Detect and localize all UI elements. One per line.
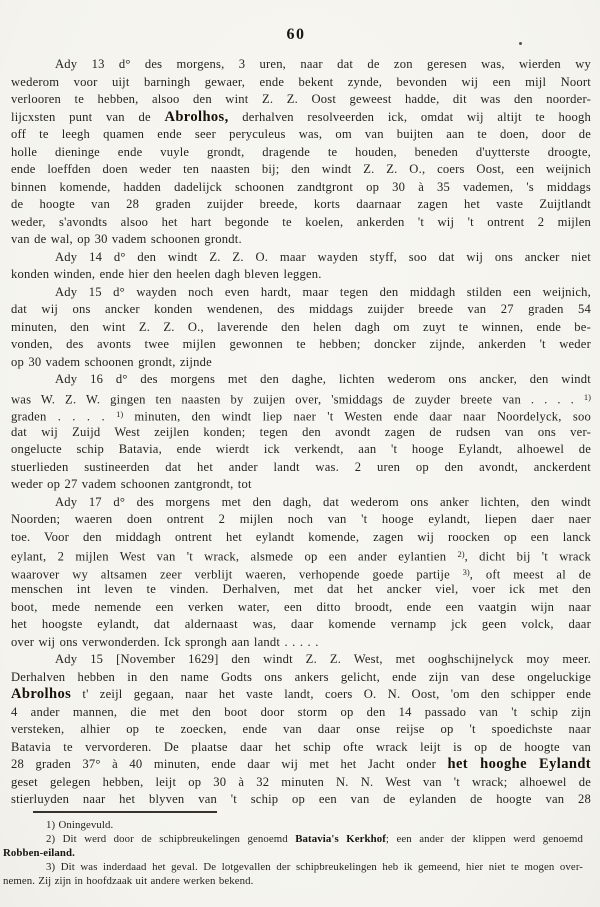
text-line <box>11 249 591 267</box>
text-line <box>11 459 591 477</box>
text-run: Derhalven hebben in den name Godts ons ankers gelicht, ende zijn van dese ongeluckige <box>11 669 591 684</box>
text-line <box>11 441 591 459</box>
text-run: toe. Voor den middagh ontrent het eylandt komende, zagen wij roocken op een lanck <box>11 529 591 544</box>
text-run: Ady 14 d° den windt Z. Z. O. maar wayden styff, soo dat wij ons ancker niet <box>55 249 591 264</box>
text-line <box>11 266 591 284</box>
text-line <box>3 860 583 874</box>
text-line <box>11 336 591 354</box>
text-line <box>11 144 591 162</box>
text-line <box>11 196 591 214</box>
footnote-divider <box>33 811 217 813</box>
text-run: minuten, den windt liep naer 't Westen ende daar naar Noordelyck, soo <box>123 409 591 424</box>
scan-speck <box>519 42 522 45</box>
text-run: stierluyden naar het blyven van 't schip op een van de eylanden de hoogte van 28 <box>11 792 591 806</box>
text-run: dat wij Zuijd West zeijlen konden; tegen den avondt zagen de rudsen van ons ver- <box>11 424 591 439</box>
footnote <box>3 832 583 860</box>
text-run: nemen. Zij zijn in hoofdzaak uit andere werken bekend. <box>3 875 254 887</box>
text-run: was W. Z. W. gingen ten naasten by zuijen over, 'smiddags de zuyder breete van . . . . <box>11 392 584 406</box>
footnotes <box>3 818 583 888</box>
text-line <box>11 179 591 197</box>
text-line <box>3 818 583 832</box>
paragraph <box>11 284 591 372</box>
text-line <box>11 581 591 599</box>
text-run: ongelucte schip Batavia, ende wierdt ick verkendt, aan 't hooge Eylandt, alhoewel de <box>11 442 591 456</box>
text-run: over wij ons verwonderden. Ick sprongh aan landt . . . . . <box>11 634 319 649</box>
page-number: 60 <box>286 26 306 43</box>
text-run: geset gelegen hebben, leijt op 30 à 32 minuten N. N. West van 't wrack; alhoewel de <box>11 774 591 789</box>
text-run: weder op 27 vadem schoonen zantgrondt, tot <box>11 477 252 491</box>
emphasized-text: het hooghe Eylandt <box>447 756 592 772</box>
text-line <box>11 686 591 704</box>
text-run: eylant, 2 mijlen West van 't wrack, alsmede op een ander eylantien <box>11 549 458 564</box>
text-run: graden . . . . <box>11 409 117 424</box>
text-line <box>11 546 591 564</box>
text-run: 2) Dit werd door de schipbreukelingen genoemd <box>46 833 296 845</box>
text-line <box>11 476 591 494</box>
text-line <box>11 669 591 687</box>
text-run: konden winden, ende hier den heelen dagh bleven leggen. <box>11 267 322 281</box>
text-line <box>3 874 583 888</box>
paragraph <box>11 651 591 809</box>
text-run: versteken, alhier op te zoecken, ende van daar onse reijse op 't spoedichste naar <box>11 722 591 736</box>
text-line <box>11 319 591 337</box>
text-line <box>11 651 591 669</box>
text-line <box>11 616 591 634</box>
text-run: Ady 15 d° wayden noch even hardt, maar tegen den middagh stilden een weijnich, <box>55 284 591 299</box>
text-run: wederom voor uijt barningh gewaer, ende bekent zynde, bevonden wij een mijl Noort <box>11 74 591 89</box>
text-run: waarover wy altsamen zeer verblijt waeren, verhopende goede partije <box>11 567 463 581</box>
text-run: van de wal, op 30 vadem schoonen grondt. <box>11 232 242 246</box>
text-line <box>11 371 591 389</box>
text-run: holle dieninge ende vuyle grondt, dragende te houden, beneden d'uytterste droogte, <box>11 144 591 159</box>
text-line <box>11 511 591 529</box>
text-line <box>11 494 591 512</box>
text-line <box>11 301 591 319</box>
text-run: , oft meest al de <box>469 567 591 581</box>
text-run: lijcxsten punt van de <box>11 109 165 124</box>
emphasized-text: Abrolhos, <box>164 108 229 125</box>
text-run: Ady 17 d° des morgens met den dagh, dat wederom ons anker lichten, den windt <box>55 494 591 509</box>
text-line <box>11 389 591 407</box>
text-run: Batavia te vervorderen. De plaatse daar het schip ofte wrack leijt is op de hoogte van <box>11 739 591 754</box>
text-run: 3) Dit was inderdaad het geval. De lotgevallen der schipbreukelingen heb ik gemeend, hier niet te mogen over- <box>46 861 583 873</box>
footnote <box>3 818 583 832</box>
text-line <box>11 564 591 582</box>
paragraph <box>11 56 591 249</box>
text-line <box>11 721 591 739</box>
text-line <box>11 354 591 372</box>
emphasized-text: Batavia's Kerkhof <box>295 833 386 845</box>
text-run: Ady 16 d° des morgens met den daghe, lichten wederom ons ancker, den windt <box>55 372 591 386</box>
text-run: dat wij ons ancker konden wendenen, des middags zuijder breede van 27 graden 54 <box>11 302 591 316</box>
text-run: Ady 15 [November 1629] den windt Z. Z. West, met ooghschijnelyck moy meer. <box>55 652 591 666</box>
text-run: off te leegh quamen ende seer peryculeus was, om van buijten aan te doen, door de <box>11 127 591 141</box>
footnote <box>3 860 583 888</box>
text-run: vonden, des avonts twee mijlen gewonnen te hebben; doncker zijnde, ankerden 't weder <box>11 337 591 351</box>
text-run: stuerlieden sustineerden dat het ander landt was. 2 uren op den avondt, anckerdent <box>11 459 591 474</box>
text-line <box>11 214 591 232</box>
text-line <box>11 161 591 179</box>
text-line <box>11 529 591 547</box>
text-run: Ady 13 d° des morgens, 3 uren, naar dat de zon geresen was, wierden wy <box>55 57 591 71</box>
text-line <box>11 74 591 92</box>
text-run: weder, s'avondts alsoo het hart begonde te koelen, ankerden 't wij 't ontrent 2 mijlen <box>11 214 591 229</box>
text-run: ende loeffden doen weder ten naasten bij; den windt Z. Z. O., coers Oost, een weijnich <box>11 162 591 176</box>
text-line <box>11 109 591 127</box>
footnote-ref: 1) <box>116 409 124 419</box>
text-line <box>3 846 583 860</box>
footnote-ref: 2) <box>457 549 465 559</box>
text-line <box>11 406 591 424</box>
text-line <box>11 231 591 249</box>
text-line <box>11 791 591 809</box>
text-line <box>11 756 591 774</box>
paragraph <box>11 494 591 652</box>
text-run: t' zeijl gegaan, naar het vaste landt, coers O. N. Oost, 'om den schipper ende <box>71 687 591 701</box>
text-line <box>11 599 591 617</box>
footnote-ref: 3) <box>462 566 470 577</box>
footnote-ref: 1) <box>583 391 591 402</box>
text-run: minuten, den wint Z. Z. O., laverende den helen dagh om zuyt te winnen, ende be- <box>11 319 591 334</box>
body-text <box>11 56 591 809</box>
text-line <box>11 774 591 792</box>
text-run: het hoogste eylandt, dat aldernaast was, daar komende vernamp jck geen volck, daar <box>11 617 591 631</box>
text-line <box>11 739 591 757</box>
text-line <box>11 424 591 442</box>
text-run: op 30 vadem schoonen grondt, zijnde <box>11 354 212 369</box>
text-run: boot, mede nemende een verken water, een ditto broodt, ende een vaatgin wijn naar <box>11 599 591 614</box>
text-run: derhalven resolveerden ick, omdat wij altijt te hoogh <box>228 109 592 124</box>
emphasized-text: Robben-eiland. <box>3 847 75 859</box>
text-line <box>11 704 591 722</box>
text-line <box>11 126 591 144</box>
text-line <box>11 56 591 74</box>
text-line <box>11 284 591 302</box>
text-line <box>11 91 591 109</box>
paragraph <box>11 249 591 284</box>
text-run: de hoogte van 28 graden zuijder breede, korts daarnaar zagen het vaste Zuijtlandt <box>11 197 591 211</box>
text-run: 4 ander mannen, die met den boot door storm op den 14 passado van 't schip zijn <box>11 704 591 719</box>
text-line <box>3 832 583 846</box>
text-run: Noorden; waeren doen ontrent 2 mijlen noch van 't hooge eylandt, liepen daer naer <box>11 512 591 526</box>
text-run: binnen komende, hadden dadelijck schoonen zandtgront op 30 à 35 vademen, 's middags <box>11 179 591 194</box>
text-run: 1) Oningevuld. <box>46 819 114 831</box>
text-line <box>11 634 591 652</box>
text-run: verlooren te hebben, alsoo den wint Z. Z. Oost geweest hadde, dit was den noorder- <box>11 92 591 106</box>
text-run: ; een ander der klippen werd genoemd <box>385 833 583 845</box>
text-run: 28 graden 37° à 40 minuten, ende daar wij met het Jacht onder <box>11 757 448 771</box>
text-run: , dicht bij 't wrack <box>464 549 591 564</box>
paragraph <box>11 371 591 494</box>
emphasized-text: Abrolhos <box>11 686 72 702</box>
text-run: menschen int leven te vinden. Derhalven, met dat het ancker viel, voer ick met den <box>11 582 591 596</box>
